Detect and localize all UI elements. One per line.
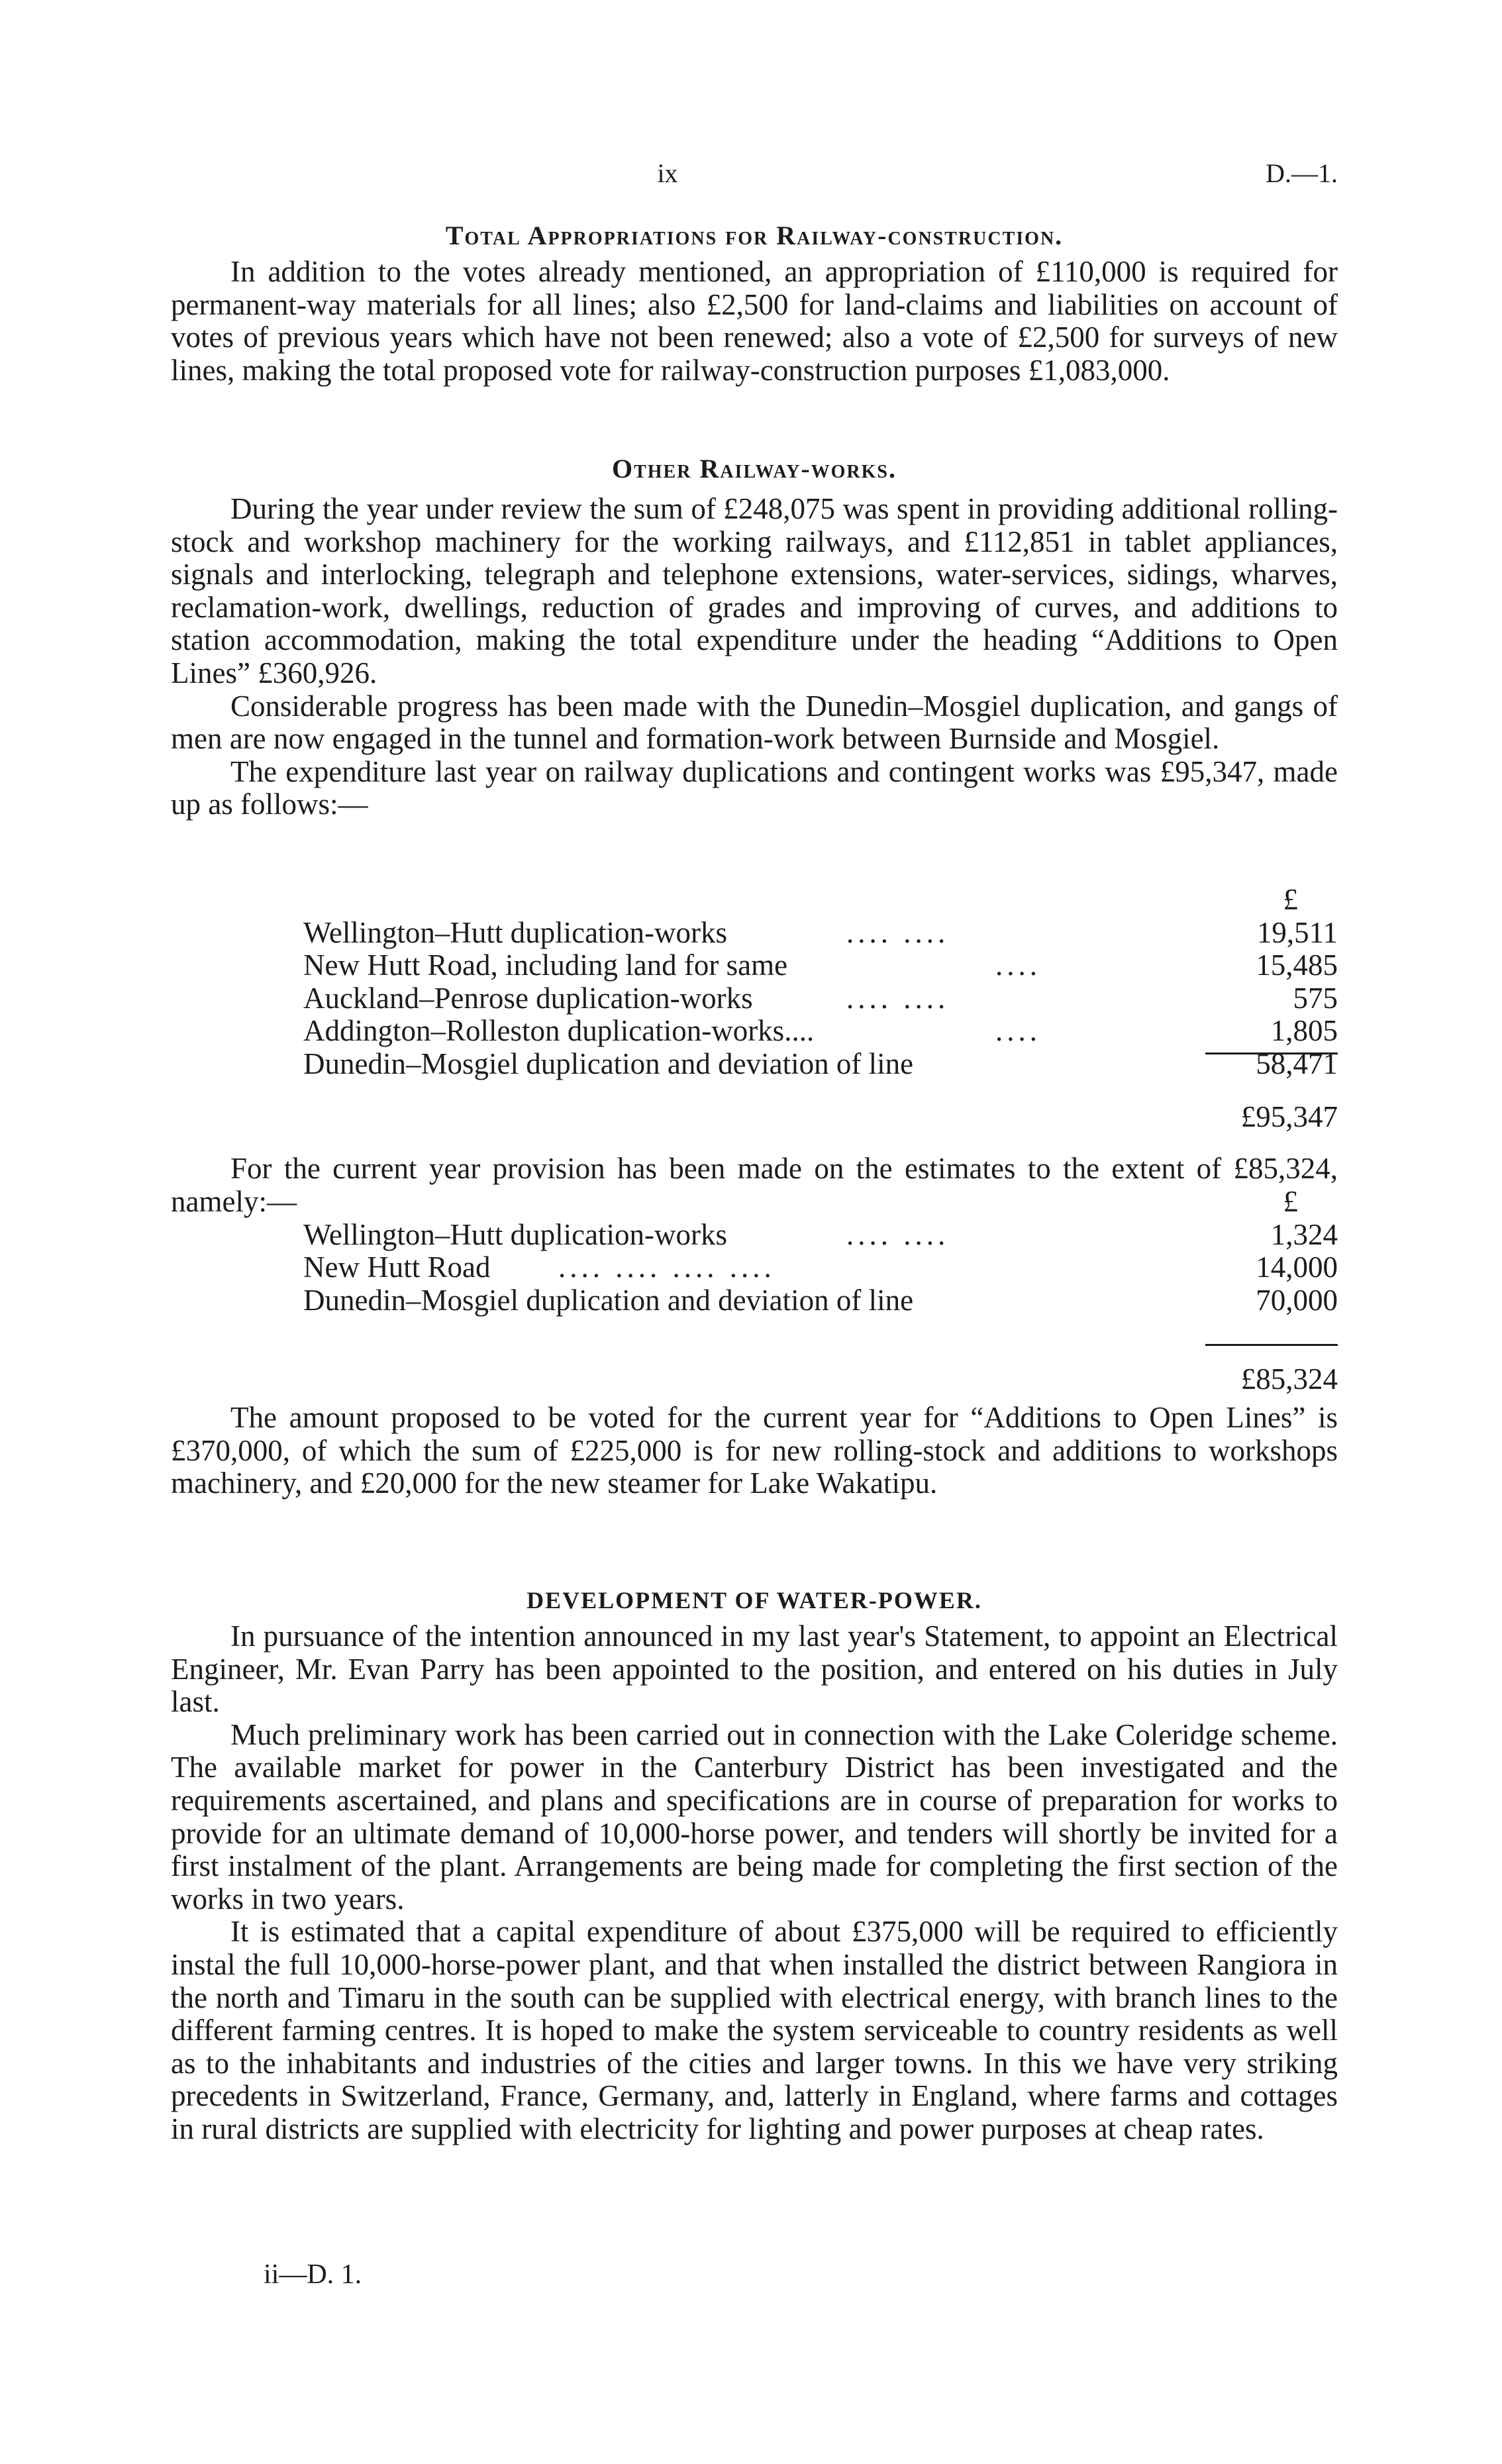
row-amount: 14,000 — [1256, 1251, 1338, 1284]
section-other-railway-works — [171, 450, 1338, 821]
expenditure-table-last-year — [171, 884, 1338, 1081]
signature-mark: ii—D. 1. — [264, 2259, 362, 2290]
row-amount: 1,324 — [1270, 1217, 1338, 1251]
table-currency-row — [171, 1186, 1338, 1219]
table-total: £85,324 — [1240, 1362, 1338, 1396]
paragraph: The amount proposed to be voted for the current year for “Additions to Open Lines” is £370,000, of which the sum of £225,000 is for new rolling-stock and additions to workshops machinery, and £20,000 for the new steamer for Lake Wakatipu. — [171, 1401, 1338, 1500]
row-label: New Hutt Road, including land for same — [303, 949, 788, 982]
additions-paragraph-block — [171, 1402, 1338, 1500]
section-water-power — [171, 1582, 1338, 2146]
row-amount: 19,511 — [1256, 915, 1338, 949]
section-heading: DEVELOPMENT OF WATER-POWER. — [526, 1587, 982, 1614]
row-label: New Hutt Road — [303, 1251, 491, 1284]
row-label: Wellington–Hutt duplication-works — [303, 1217, 728, 1251]
table-row — [171, 1048, 1338, 1081]
row-amount: 1,805 — [1270, 1014, 1338, 1048]
paragraph: It is estimated that a capital expenditure of about £375,000 will be required to efficiently instal the full 10,000-horse-power plant, and that when installed the district between Rangiora in the north and Timaru in the south can be supplied with electrical energy, with branch lines to the different farming centres. It is hoped to make the system serviceable to country residents as well as to the inhabitants and industries of the cities and larger towns. In this we have very striking precedents in Switzerland, France, Germany, and, latterly in England, where farms and cottages in rural districts are supplied with electricity for lighting and power purposes at cheap rates. — [171, 1915, 1338, 2145]
total-rule — [1205, 1052, 1338, 1054]
row-amount: 70,000 — [1256, 1283, 1338, 1317]
paragraph: In pursuance of the intention announced in my last year's Statement, to appoint an Electrical Engineer, Mr. Evan Parry has been appointed to the position, and entered on his duties in July last. — [171, 1619, 1338, 1719]
section-railway-construction — [171, 217, 1338, 387]
paragraph: For the current year provision has been made on the estimates to the extent of £85,324, namely:— — [171, 1152, 1338, 1218]
row-amount: 58,471 — [1256, 1047, 1338, 1080]
section-heading: Other Railway-works. — [611, 454, 897, 484]
table-row — [171, 949, 1338, 982]
row-amount: 575 — [1293, 981, 1338, 1015]
table-row — [171, 917, 1338, 950]
section-heading: Total Appropriations for Railway-construction. — [445, 221, 1064, 250]
row-label: Dunedin–Mosgiel duplication and deviation of line — [303, 1047, 914, 1080]
paragraph: The expenditure last year on railway duplications and contingent works was £95,347, made up as follows:— — [171, 754, 1338, 821]
row-label: Addington–Rolleston duplication-works.... — [303, 1014, 815, 1048]
provision-table-current-year — [171, 1186, 1338, 1317]
document-page — [171, 0, 1338, 2464]
table-row — [171, 1284, 1338, 1317]
page-header — [171, 158, 1338, 197]
row-label: Auckland–Penrose duplication-works — [303, 981, 753, 1015]
table-currency-row — [171, 884, 1338, 917]
leader-dots: .... .... — [846, 1217, 950, 1251]
paragraph: In addition to the votes already mentioned, an appropriation of £110,000 is required for permanent-way materials for all lines; also £2,500 for land-claims and liabilities on account of votes of previous years which have not been renewed; also a vote of £2,500 for surveys of new lines, making the total proposed vote for railway-construction purposes £1,083,000. — [171, 255, 1338, 387]
table-row — [171, 982, 1338, 1015]
paragraph: Much preliminary work has been carried out in connection with the Lake Coleridge scheme. The available market for power in the Canterbury District has been investigated and the requirements ascertained, and plans and specifications are in course of preparation for works to provide for an ultimate demand of 10,000-horse power, and tenders will shortly be invited for a first instalment of the plant. Arrangements are being made for completing the first section of the works in two years. — [171, 1718, 1338, 1916]
leader-dots: .... .... — [846, 915, 950, 949]
row-label: Wellington–Hutt duplication-works — [303, 915, 728, 949]
row-amount: 15,485 — [1256, 949, 1338, 982]
table-total: £95,347 — [1240, 1100, 1338, 1133]
leader-dots: .... .... .... .... — [558, 1251, 776, 1284]
row-label: Dunedin–Mosgiel duplication and deviation of line — [303, 1283, 914, 1317]
leader-dots: .... .... — [846, 981, 950, 1015]
leader-dots: .... — [995, 1014, 1041, 1048]
total-rule — [1205, 1344, 1338, 1346]
table-row — [171, 1015, 1338, 1048]
currency-symbol: £ — [1283, 1185, 1298, 1218]
leader-dots: .... — [995, 949, 1041, 982]
document-reference: D.—1. — [1266, 158, 1338, 188]
paragraph: Considerable progress has been made with the Dunedin–Mosgiel duplication, and gangs of men are now engaged in the tunnel and formation-work between Burnside and Mosgiel. — [171, 689, 1338, 756]
currency-symbol: £ — [1283, 883, 1298, 916]
table-row — [171, 1219, 1338, 1252]
table-row — [171, 1251, 1338, 1284]
paragraph: During the year under review the sum of £248,075 was spent in providing additional rolling-stock and workshop machinery for the working railways, and £112,851 in tablet appliances, signals and interlocking, telegraph and telephone extensions, water-services, sidings, wharves, reclamation-work, dwellings, reduction of grades and improving of curves, and additions to station accommodation, making the total expenditure under the heading “Additions to Open Lines” £360,926. — [171, 492, 1338, 690]
page-number: ix — [657, 158, 678, 188]
